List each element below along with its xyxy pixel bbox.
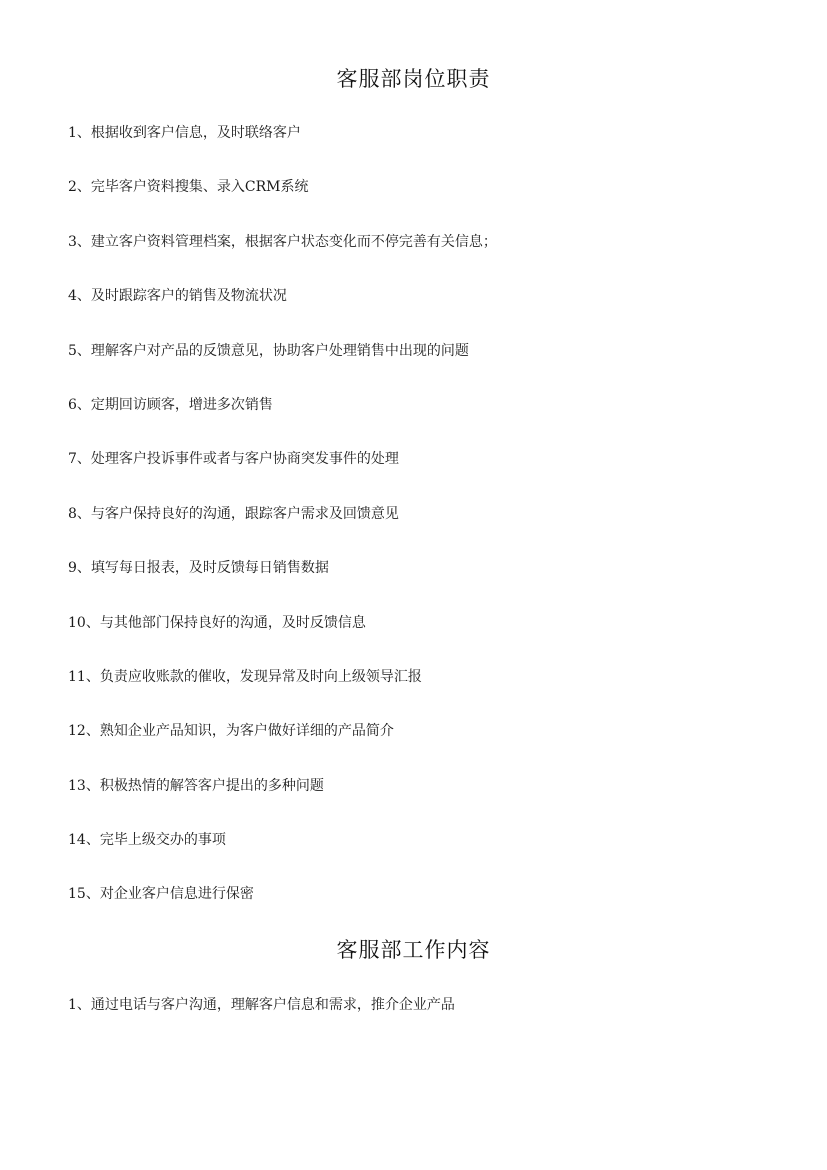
responsibilities-list: [68, 123, 497, 939]
list-item: 5、理解客户对产品的反馈意见，协助客户处理销售中出现的问题: [68, 342, 469, 359]
list-item: 2、完毕客户资料搜集、录入CRM系统: [68, 179, 309, 196]
list-item: 3、建立客户资料管理档案，根据客户状态变化而不停完善有关信息；: [68, 233, 497, 250]
list-item: 1、根据收到客户信息，及时联络客户: [68, 125, 301, 141]
list-item: 10、与其他部门保持良好的沟通，及时反馈信息: [68, 614, 366, 631]
list-item: 12、熟知企业产品知识，为客户做好详细的产品简介: [68, 723, 394, 740]
list-item: 1、通过电话与客户沟通，理解客户信息和需求，推介企业产品: [68, 997, 455, 1013]
list-item: 8、与客户保持良好的沟通，跟踪客户需求及回馈意见: [68, 505, 399, 522]
list-item: 4、及时跟踪客户的销售及物流状况: [68, 288, 287, 305]
section-title-work-content: 客服部工作内容: [336, 938, 491, 962]
section-title-responsibilities: 客服部岗位职责: [336, 67, 491, 91]
list-item: 15、对企业客户信息进行保密: [68, 886, 254, 903]
work-content-list: [68, 995, 455, 1049]
list-item: 9、填写每日报表，及时反馈每日销售数据: [68, 560, 329, 577]
list-item: 11、负责应收账款的催收，发现异常及时向上级领导汇报: [68, 668, 422, 685]
list-item: 13、积极热情的解答客户提出的多种问题: [68, 777, 324, 794]
list-item: 14、完毕上级交办的事项: [68, 832, 226, 849]
list-item: 6、定期回访顾客，增进多次销售: [68, 396, 273, 413]
list-item: 7、处理客户投诉事件或者与客户协商突发事件的处理: [68, 451, 399, 468]
